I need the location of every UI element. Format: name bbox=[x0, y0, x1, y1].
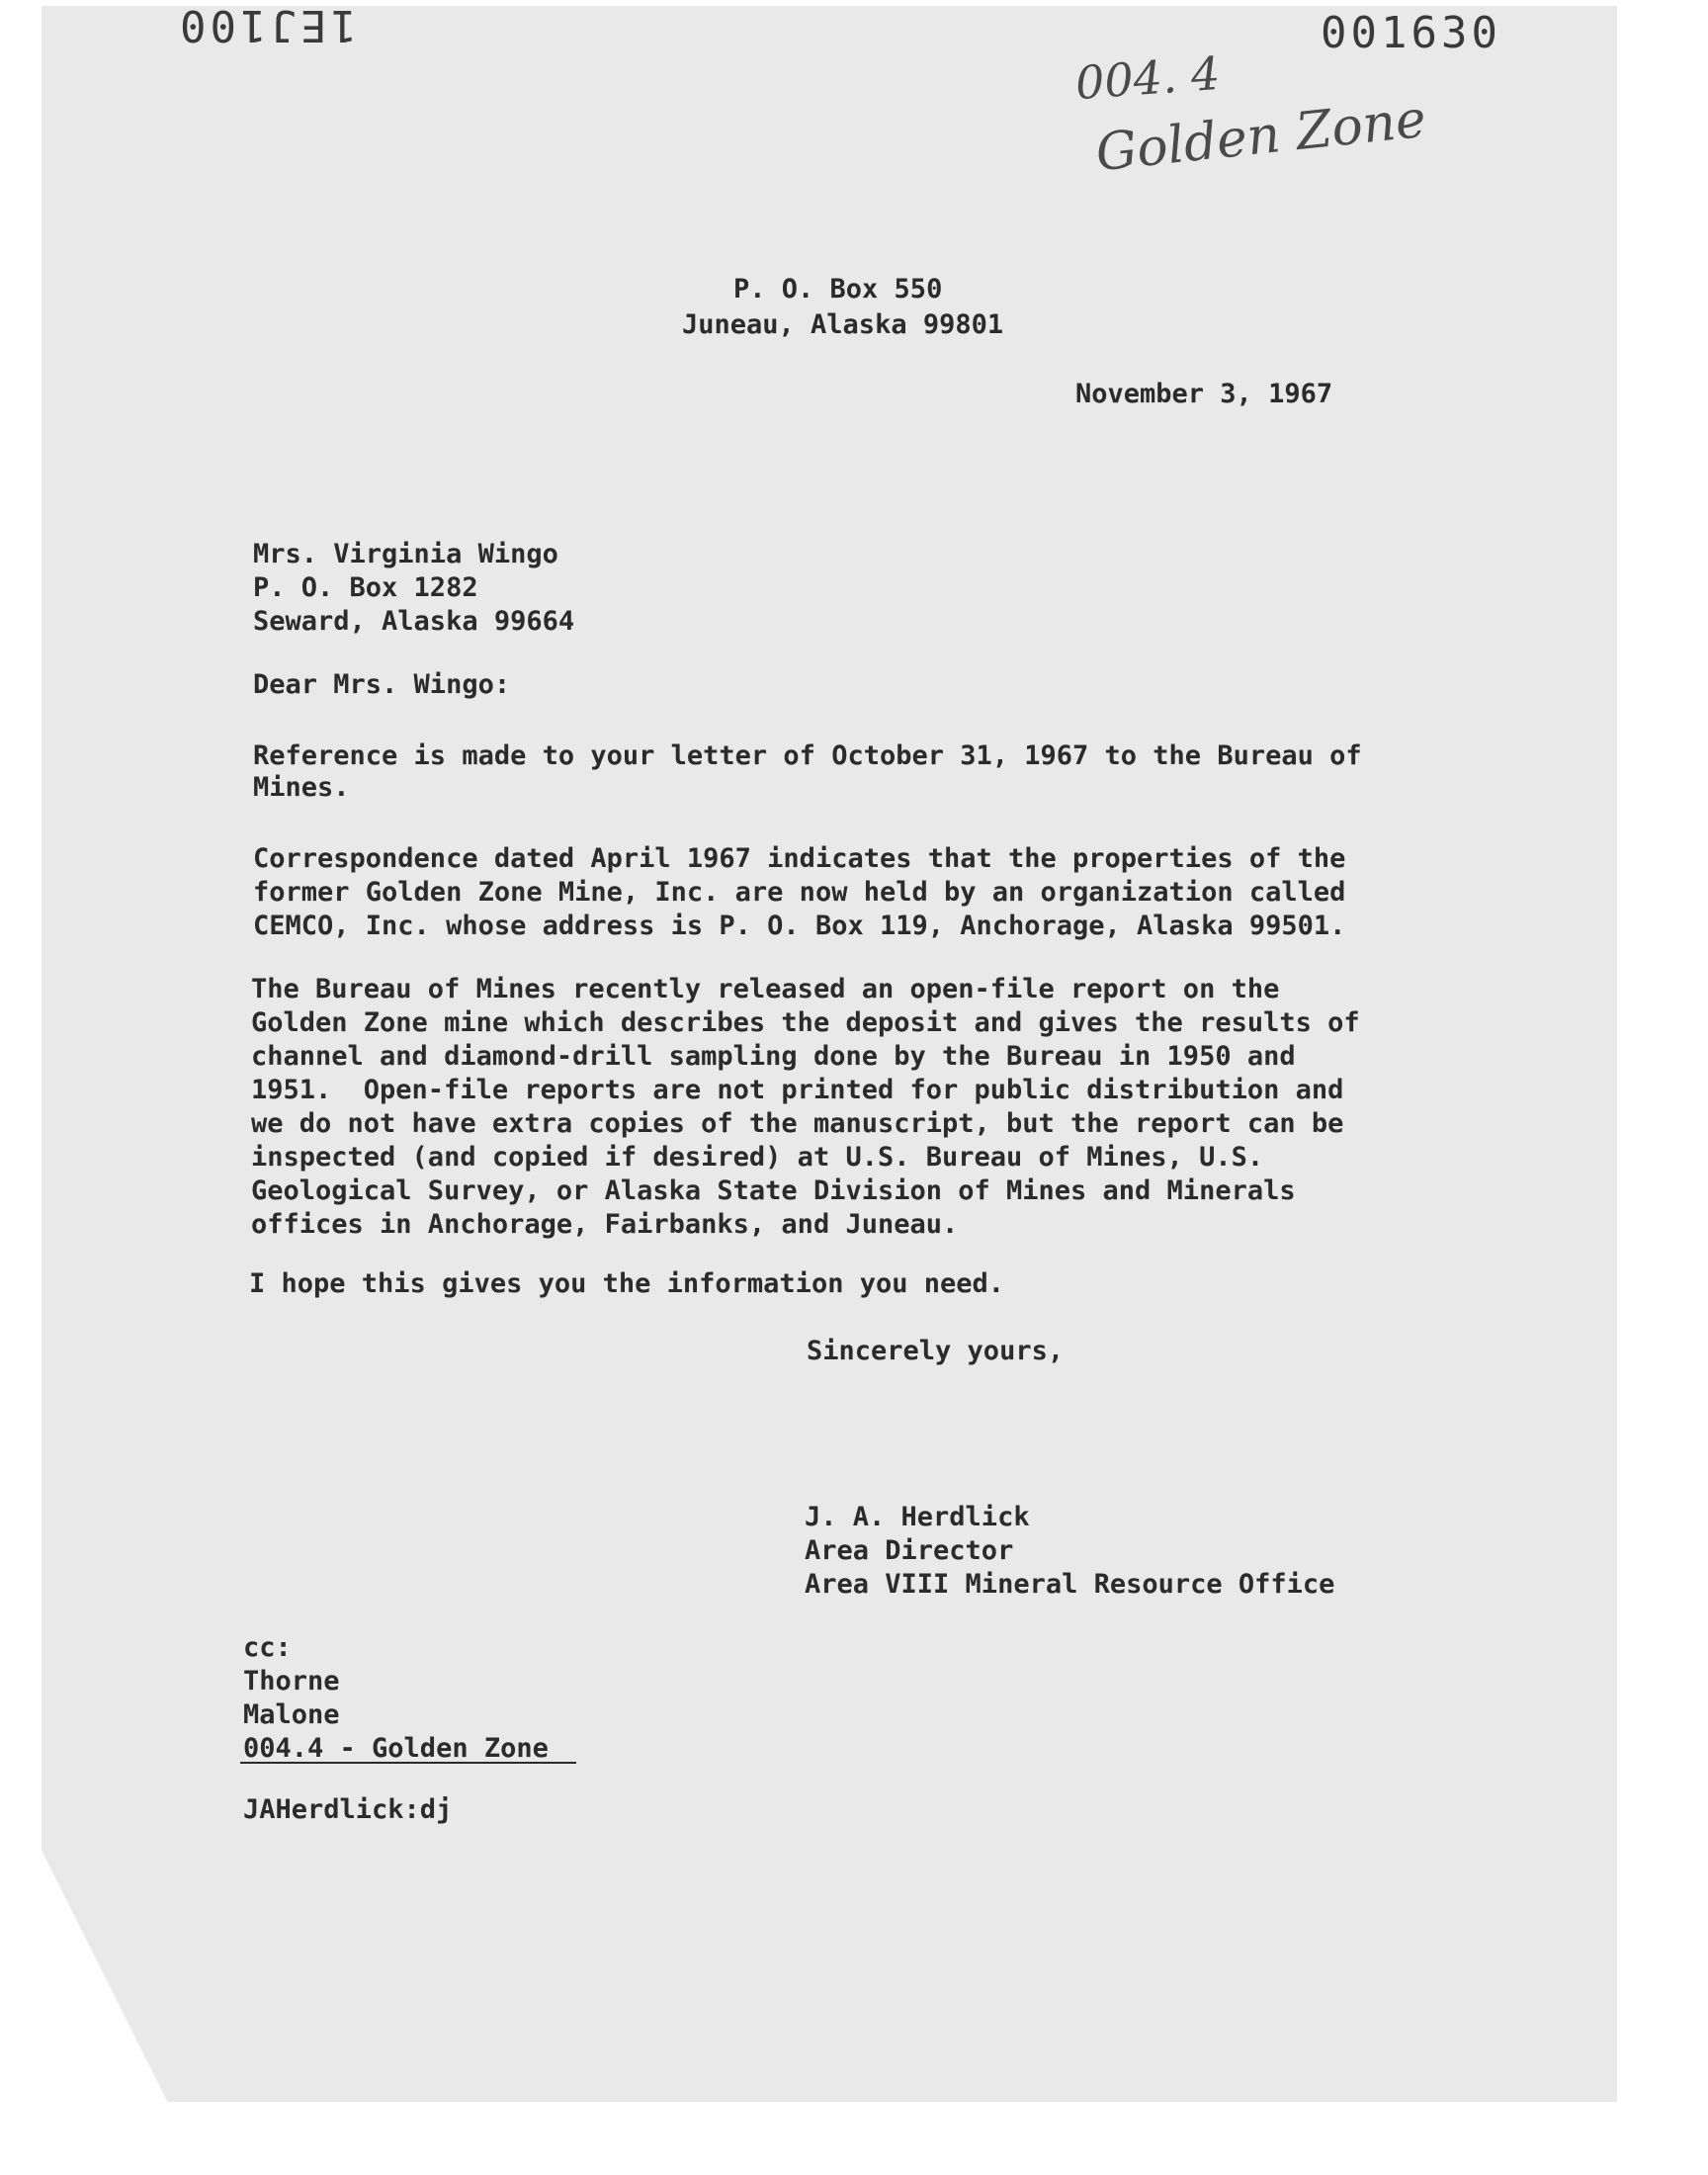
letter-date: November 3, 1967 bbox=[1075, 379, 1333, 409]
body-line: inspected (and copied if desired) at U.S. Bureau of Mines, U.S. bbox=[251, 1142, 1264, 1173]
typist-reference: JAHerdlick:dj bbox=[243, 1794, 453, 1825]
cc-label: cc: bbox=[243, 1632, 292, 1663]
sender-address-line1: P. O. Box 550 bbox=[733, 274, 943, 304]
body-line: Geological Survey, or Alaska State Division of Mines and Minerals bbox=[251, 1175, 1296, 1206]
handwritten-file-number: 004. 4 bbox=[1073, 45, 1223, 111]
file-stamp-right: 001630 bbox=[1321, 8, 1501, 58]
body-line: Correspondence dated April 1967 indicates that the properties of the bbox=[253, 843, 1346, 874]
cc-recipient: 004.4 - Golden Zone bbox=[243, 1733, 549, 1764]
recipient-box: P. O. Box 1282 bbox=[253, 572, 478, 603]
body-line: Reference is made to your letter of October 31, 1967 to the Bureau of bbox=[253, 740, 1362, 771]
salutation: Dear Mrs. Wingo: bbox=[253, 669, 511, 700]
file-stamp-left: 1EJ100 bbox=[176, 0, 357, 50]
signer-office: Area VIII Mineral Resource Office bbox=[805, 1569, 1335, 1600]
handwritten-subject: Golden Zone bbox=[1092, 89, 1429, 184]
body-line: CEMCO, Inc. whose address is P. O. Box 119, Anchorage, Alaska 99501. bbox=[253, 911, 1346, 941]
signer-title: Area Director bbox=[805, 1535, 1014, 1566]
body-line: channel and diamond-drill sampling done by the Bureau in 1950 and bbox=[251, 1041, 1296, 1072]
cc-recipient: Thorne bbox=[243, 1666, 340, 1696]
body-line: The Bureau of Mines recently released an open-file report on the bbox=[251, 974, 1280, 1004]
body-line: 1951. Open-file reports are not printed for public distribution and bbox=[251, 1075, 1344, 1105]
recipient-city: Seward, Alaska 99664 bbox=[253, 606, 575, 637]
body-line: Golden Zone mine which describes the deposit and gives the results of bbox=[251, 1007, 1360, 1038]
body-line: offices in Anchorage, Fairbanks, and Juneau. bbox=[251, 1209, 959, 1240]
cc-underline bbox=[240, 1762, 576, 1764]
signer-name: J. A. Herdlick bbox=[805, 1502, 1030, 1532]
body-line: Mines. bbox=[253, 772, 350, 803]
recipient-name: Mrs. Virginia Wingo bbox=[253, 539, 558, 569]
closing-remark: I hope this gives you the information you need. bbox=[249, 1268, 1005, 1299]
complimentary-close: Sincerely yours, bbox=[807, 1336, 1065, 1366]
sender-address-line2: Juneau, Alaska 99801 bbox=[682, 309, 1004, 340]
body-line: we do not have extra copies of the manuscript, but the report can be bbox=[251, 1108, 1344, 1139]
cc-recipient: Malone bbox=[243, 1699, 340, 1730]
body-line: former Golden Zone Mine, Inc. are now held by an organization called bbox=[253, 877, 1346, 908]
